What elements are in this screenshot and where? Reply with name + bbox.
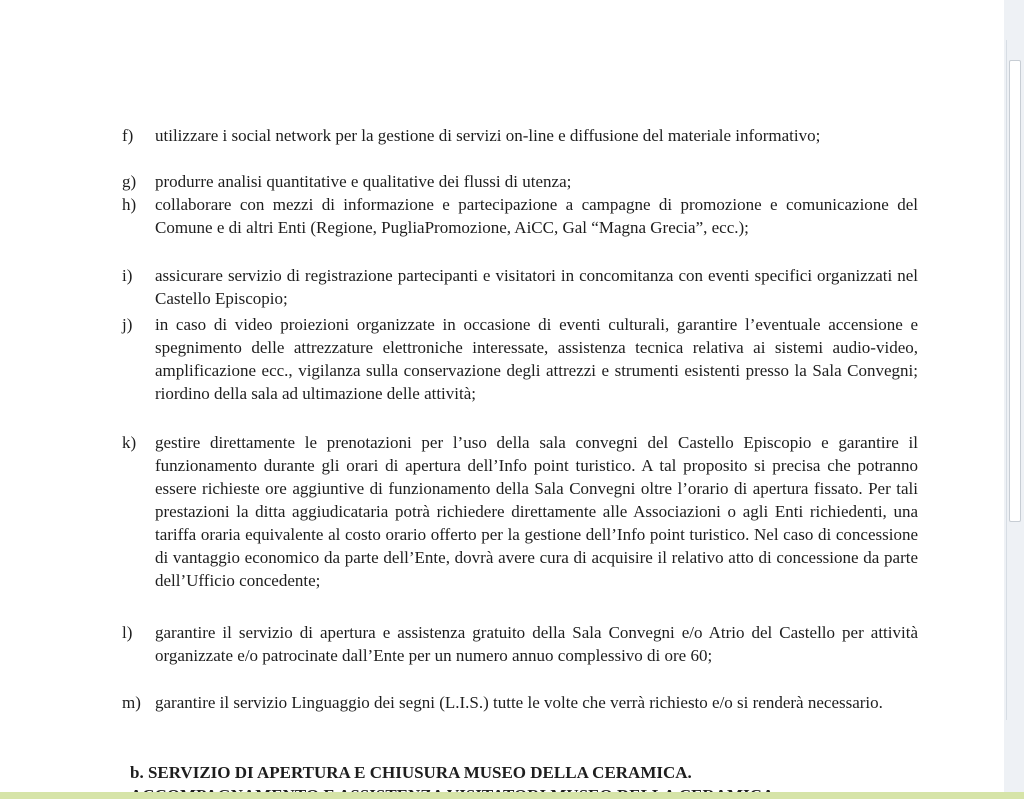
list-item-text: collaborare con mezzi di informazione e partecipazione a campagne di promozione e comunicazione del Comune e di altri Enti (Regione, PugliaPromozione, AiCC, Gal “Magna Grecia”, ecc.); xyxy=(155,195,918,237)
list-marker: i) xyxy=(122,266,133,285)
list-item-text: assicurare servizio di registrazione partecipanti e visitatori in concomitanza con eventi specifici organizzati nel Castello Episcopio; xyxy=(155,266,918,308)
list-marker: l) xyxy=(122,623,133,642)
list-marker: g) xyxy=(122,172,137,191)
status-bar xyxy=(0,792,1024,799)
list-item-text: utilizzare i social network per la gestione di servizi on-line e diffusione del materiale informativo; xyxy=(155,126,821,145)
scrollbar-thumb[interactable] xyxy=(1009,60,1021,522)
scrollbar-track xyxy=(1006,40,1007,720)
list-item-text: in caso di video proiezioni organizzate in occasione di eventi culturali, garantire l’eventuale accensione e spegnimento delle attrezzature elettroniche interessate, assistenza tecnica relativa ai sistemi audio-video, amplificazione ecc., vigilanza sulla conservazione degli attrezzi e strumenti esistenti presso la Sala Convegni; riordino della sala ad ultimazione delle attività; xyxy=(155,315,918,403)
list-marker: k) xyxy=(122,433,137,452)
list-item-text: garantire il servizio Linguaggio dei segni (L.I.S.) tutte le volte che verrà richiesto e/o si renderà necessario. xyxy=(155,693,883,712)
list-item-text: garantire il servizio di apertura e assistenza gratuito della Sala Convegni e/o Atrio del Castello per attività organizzate e/o patrocinate dall’Ente per un numero annuo complessivo di ore 60; xyxy=(155,623,918,665)
list-marker: m) xyxy=(122,693,141,712)
vertical-scrollbar[interactable] xyxy=(1004,0,1024,799)
list-item-text: gestire direttamente le prenotazioni per l’uso della sala convegni del Castello Episcopio e garantire il funzionamento durante gli orari di apertura dell’Info point turistico. A tal proposito si precisa che potranno essere richieste ore aggiuntive di funzionamento della Sala Convegni oltre l’orario di apertura fissato. Per tali prestazioni la ditta aggiudicataria potrà richiedere direttamente alle Associazioni o agli Enti richiedenti, una tariffa oraria equivalente al costo orario offerto per la gestione dell’Info point turistico. Nel caso di concessione di vantaggio economico da parte dell’Ente, dovrà avere cura di acquisire il relativo atto di concessione da parte dell’Ufficio concedente; xyxy=(155,433,918,590)
list-item-text: produrre analisi quantitative e qualitative dei flussi di utenza; xyxy=(155,172,572,191)
list-marker: j) xyxy=(122,315,133,334)
list-marker: f) xyxy=(122,126,134,145)
list-marker: h) xyxy=(122,195,137,214)
section-heading-line1: b. SERVIZIO DI APERTURA E CHIUSURA MUSEO DELLA CERAMICA. xyxy=(130,763,692,782)
